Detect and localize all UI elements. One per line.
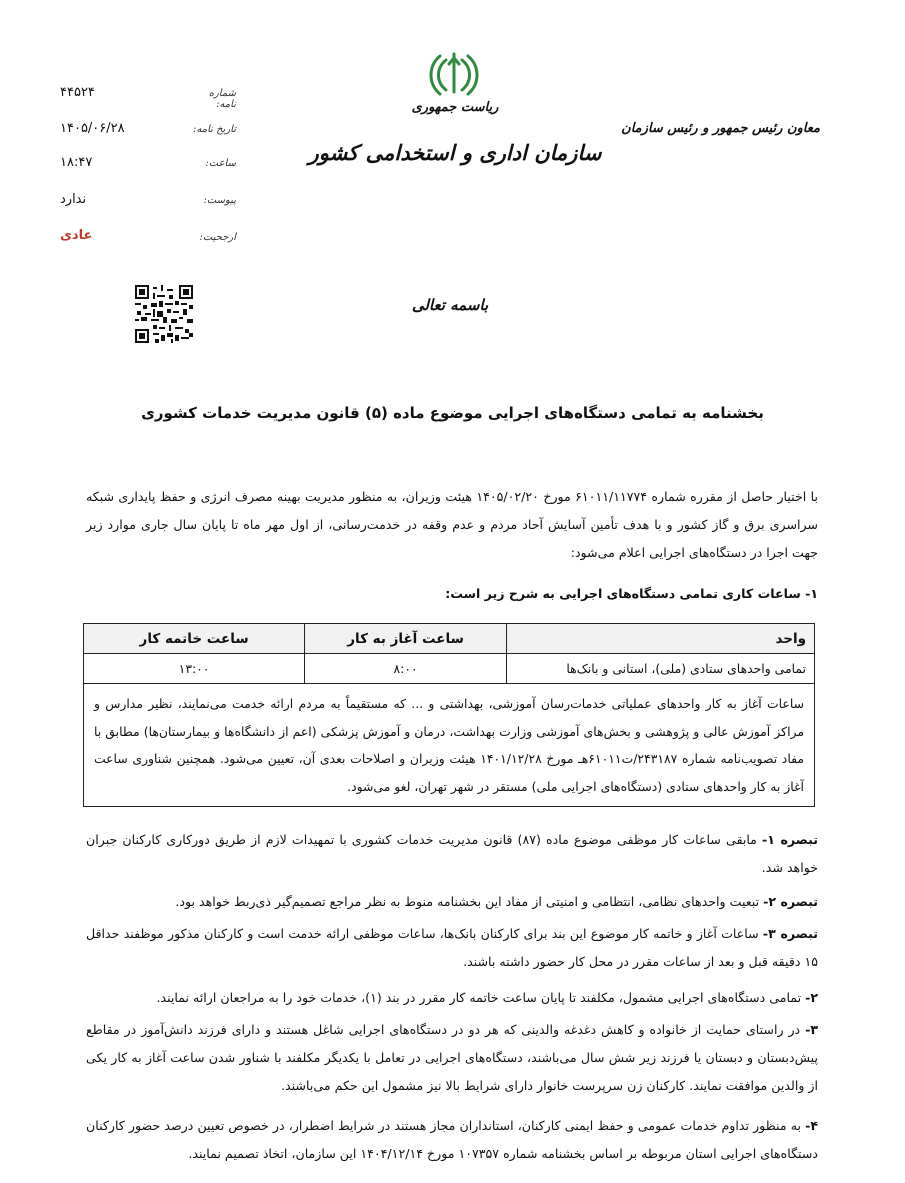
qr-code-icon bbox=[135, 285, 193, 343]
letter-date-label: تاریخ نامه: bbox=[193, 124, 236, 135]
table-note: ساعات آغاز به کار واحدهای عملیاتی خدمات‌رسان آموزشی، بهداشتی و ... که مستقیماً به مردم ارائه خدمت می‌نمایند، نظیر مدارس و مراکز آموزش عالی و پژوهشی و بخش‌های آموزشی وزارت بهداشت، درمان و آموزش پزشکی (اعم از دانشگاه‌ها و بیمارستان‌ها) مطابق با مفاد تصویب‌نامه شماره ۲۴۳۱۸۷/ت۶۱۰۱۱هـ مورخ ۱۴۰۱/۱۲/۲۸ هیئت وزیران و اصلاحات بعدی آن، تعیین می‌شود. همچنین شناوری ساعت آغاز به کار واحدهای ستادی (دستگاه‌های اجرایی ملی) مستقر در شهر تهران، لغو می‌شود. bbox=[84, 684, 815, 807]
note-1-label: تبصره ۱- bbox=[762, 832, 819, 847]
note-3 bbox=[86, 920, 818, 976]
item-2-label: ۲- bbox=[805, 990, 818, 1005]
item-3-label: ۳- bbox=[805, 1022, 818, 1037]
letter-number-label: شماره نامه: bbox=[208, 88, 236, 110]
item-2 bbox=[86, 984, 818, 1012]
time-value: ۱۸:۴۷ bbox=[60, 155, 93, 170]
cell-start-time: ۸:۰۰ bbox=[305, 654, 507, 684]
item-4-text: به منظور تداوم خدمات عمومی و حفظ ایمنی کارکنان، استانداران مجاز هستند در شرایط اضطرار، در خصوص تعیین درصد حضور کارکنان دستگاه‌های اجرایی استان مربوطه بر اساس بخشنامه شماره ۱۰۷۳۵۷ مورخ ۱۴۰۴/۱۲/۱۴ این سازمان، اتخاذ تصمیم نمایند. bbox=[86, 1118, 818, 1161]
header-start-time: ساعت آغاز به کار bbox=[305, 624, 507, 654]
header-end-time: ساعت خاتمه کار bbox=[84, 624, 305, 654]
bismillah-heading: باسمه تعالی bbox=[411, 296, 489, 314]
item-2-text: تمامی دستگاه‌های اجرایی مشمول، مکلفند تا پایان ساعت خاتمه کار مقرر در بند (۱)، خدمات خود را به مراجعان ارائه نمایند. bbox=[156, 990, 806, 1005]
iran-emblem-icon bbox=[428, 50, 480, 96]
document-title: بخشنامه به تمامی دستگاه‌های اجرایی موضوع ماده (۵) قانون مدیریت خدمات کشوری bbox=[141, 404, 764, 422]
letter-number-value: ۴۴۵۲۴ bbox=[60, 85, 95, 100]
note-2-label: تبصره ۲- bbox=[763, 894, 818, 909]
table-header-row bbox=[84, 624, 815, 654]
item-3 bbox=[86, 1016, 818, 1100]
note-1-text: مابقی ساعات کار موظفی موضوع ماده (۸۷) قانون مدیریت خدمات کشوری با تمهیدات لازم از طریق دورکاری کارکنان جبران خواهد شد. bbox=[86, 832, 818, 875]
vice-president-title: معاون رئیس جمهور و رئیس سازمان bbox=[621, 121, 820, 136]
header-unit: واحد bbox=[506, 624, 814, 654]
org-small-name: ریاست جمهوری bbox=[411, 100, 499, 115]
item-4 bbox=[86, 1112, 818, 1168]
table-row bbox=[84, 654, 815, 684]
table-note-row bbox=[84, 684, 815, 807]
item-4-label: ۴- bbox=[805, 1118, 818, 1133]
attachment-value: ندارد bbox=[60, 192, 87, 207]
note-3-label: تبصره ۳- bbox=[762, 926, 818, 941]
cell-unit: تمامی واحدهای ستادی (ملی)، استانی و بانک‌ها bbox=[506, 654, 814, 684]
time-label: ساعت: bbox=[205, 158, 236, 169]
note-2-text: تبعیت واحدهای نظامی، انتظامی و امنیتی از مفاد این بخشنامه منوط به نظر مراجع تصمیم‌گیر ذی‌ربط خواهد بود. bbox=[175, 894, 764, 909]
note-2 bbox=[86, 888, 818, 916]
working-hours-table bbox=[83, 623, 815, 807]
intro-paragraph: با اختیار حاصل از مقرره شماره ۶۱۰۱۱/۱۱۷۷۴ مورخ ۱۴۰۵/۰۲/۲۰ هیئت وزیران، به منظور مدیریت بهینه مصرف انرژی و حفظ پایداری شبکه سراسری برق و گاز کشور و با هدف تأمین آسایش آحاد مردم و عدم وقفه در خدمت‌رسانی، از اول مهر ماه تا پایان سال جاری موارد زیر جهت اجرا در دستگاه‌های اجرایی اعلام می‌شود: bbox=[86, 489, 818, 560]
org-large-name: سازمان اداری و استخدامی کشور bbox=[308, 140, 602, 165]
note-1 bbox=[86, 826, 818, 882]
item-1: ۱- ساعات کاری تمامی دستگاه‌های اجرایی به شرح زیر است: bbox=[445, 586, 818, 601]
cell-end-time: ۱۳:۰۰ bbox=[84, 654, 305, 684]
item-3-text: در راستای حمایت از خانواده و کاهش دغدغه والدینی که هر دو در دستگاه‌های اجرایی شاغل هستند و دارای فرزند دانش‌آموز در مقاطع پیش‌دبستان و دبستان یا فرزند زیر شش سال می‌باشند، دستگاه‌های اجرایی در تعامل با یکدیگر مکلفند با شناور شدن ساعت آغاز به کار یکی از والدین موافقت نمایند. کارکنان زن سرپرست خانوار دارای شرایط بالا نیز مشمول این حکم می‌باشند. bbox=[86, 1022, 818, 1093]
letter-date-value: ۱۴۰۵/۰۶/۲۸ bbox=[60, 121, 125, 136]
priority-value: عادی bbox=[60, 228, 93, 243]
priority-label: ارجحیت: bbox=[199, 232, 236, 243]
attachment-label: پیوست: bbox=[203, 195, 236, 206]
note-3-text: ساعات آغاز و خاتمه کار موضوع این بند برای کارکنان بانک‌ها، ساعات موظفی ارائه خدمت است و کارکنان مذکور موظفند حداقل ۱۵ دقیقه قبل و بعد از ساعات مقرر در محل کار حضور داشته باشند. bbox=[86, 926, 818, 969]
